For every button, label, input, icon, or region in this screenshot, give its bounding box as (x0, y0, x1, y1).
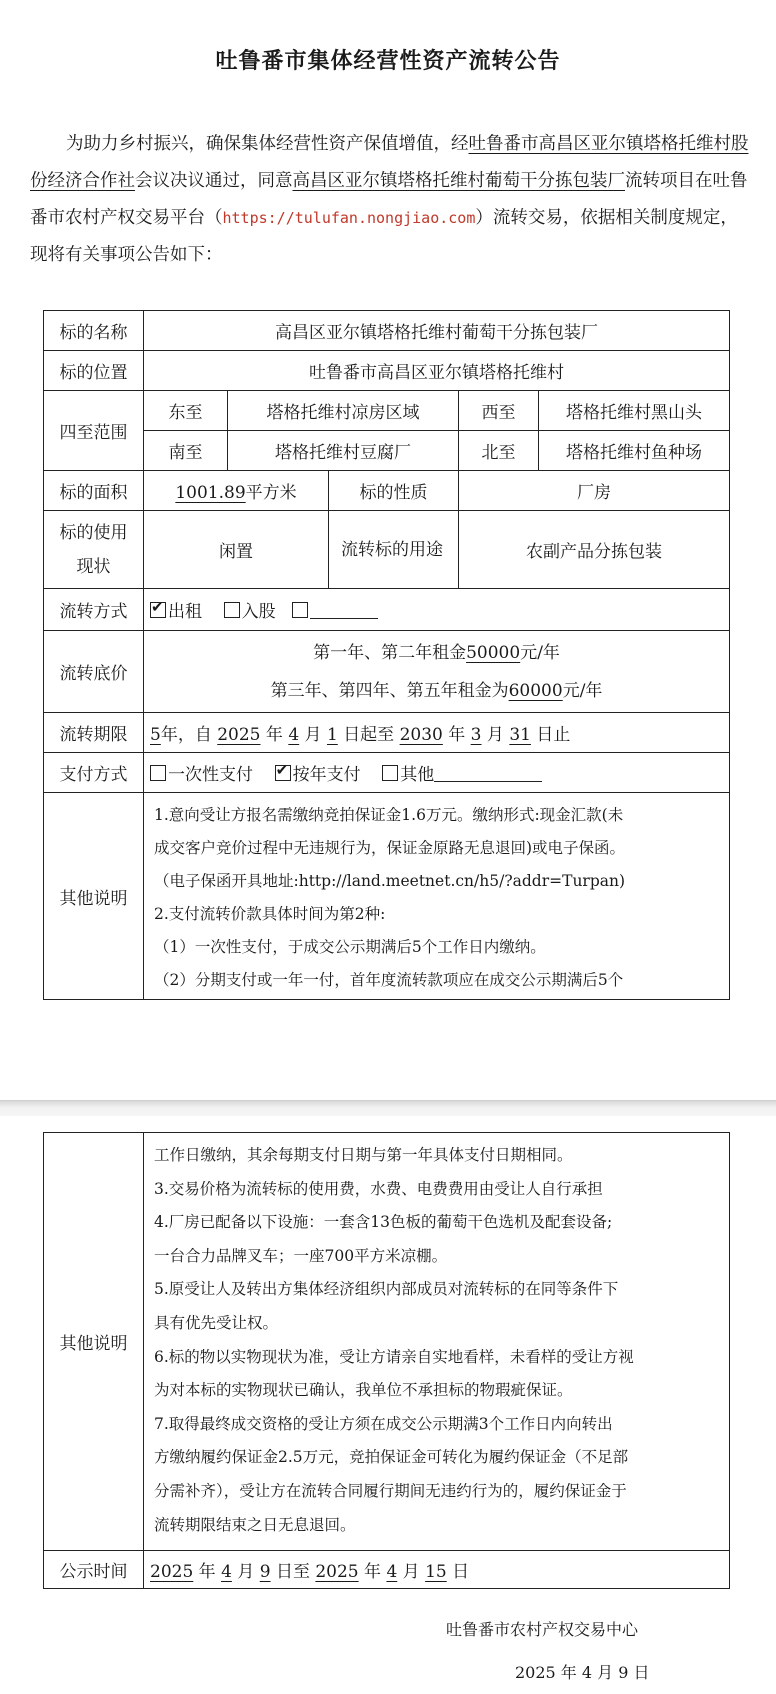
row-notes-2 (44, 1133, 730, 1551)
info-table-continued (43, 1132, 730, 1589)
notes-content-2 (144, 1133, 730, 1551)
row-reserve (44, 631, 730, 713)
method-share-label: 入股 (241, 602, 276, 622)
term-start-month: 4 (288, 725, 300, 745)
term-text-6: 月 (486, 725, 504, 745)
method-other-blank (310, 618, 378, 619)
intro-middle: 会议决议通过，同意 (135, 171, 293, 191)
payment-annual-checkbox[interactable] (275, 765, 291, 781)
reserve-value (144, 631, 730, 713)
area-unit: 平方米 (245, 483, 297, 503)
reserve-label: 流转底价 (44, 631, 144, 713)
row-name (44, 311, 730, 351)
row-boundary-1 (44, 391, 730, 431)
area-cell (144, 471, 329, 511)
west-value: 塔格托维村黑山头 (539, 391, 730, 431)
note-line: （1）一次性支付，于成交公示期满后5个工作日内缴纳。 (154, 938, 546, 956)
area-value: 1001.89 (175, 483, 246, 503)
name-label: 标的名称 (44, 311, 144, 351)
reserve-line2-unit: 元/年 (562, 680, 603, 701)
publicity-label: 公示时间 (44, 1551, 144, 1589)
pub-month-char-2: 月 (402, 1562, 420, 1582)
row-payment (44, 753, 730, 793)
footer-date: 2025 年 4 月 9 日 (515, 1663, 650, 1682)
use-value: 农副产品分拣包装 (459, 511, 730, 589)
pub-year-char-2: 年 (364, 1562, 382, 1582)
method-other-checkbox[interactable] (292, 602, 308, 618)
term-end-month: 3 (470, 725, 482, 745)
notes-label: 其他说明 (44, 793, 144, 1000)
note-line: 为对本标的实物现状已确认，我单位不承担标的物瑕疵保证。 (154, 1381, 573, 1400)
pub-to-char: 日至 (275, 1562, 310, 1582)
publicity-value (144, 1551, 730, 1589)
east-label: 东至 (144, 391, 228, 431)
intro-prefix: 为助力乡村振兴，确保集体经营性资产保值增值，经 (66, 134, 469, 154)
payment-options (144, 753, 730, 793)
pub-end-day: 15 (425, 1562, 447, 1582)
term-years: 5 (150, 725, 161, 745)
pub-start-month: 4 (221, 1562, 232, 1582)
reserve-line1-amount: 50000 (466, 642, 521, 663)
north-label: 北至 (459, 431, 539, 471)
name-value: 高昌区亚尔镇塔格托维村葡萄干分拣包装厂 (144, 311, 730, 351)
payment-lump-checkbox[interactable] (150, 765, 166, 781)
announcement-title: 吐鲁番市集体经营性资产流转公告 (215, 49, 561, 74)
term-end-day: 31 (509, 725, 531, 745)
nature-value: 厂房 (459, 471, 730, 511)
method-lease-checkbox[interactable] (150, 602, 166, 618)
method-share-checkbox[interactable] (224, 602, 240, 618)
row-notes-1 (44, 793, 730, 1000)
east-value: 塔格托维村凉房区域 (228, 391, 459, 431)
term-text-3: 月 (304, 725, 322, 745)
nature-label: 标的性质 (329, 471, 459, 511)
location-value: 吐鲁番市高昌区亚尔镇塔格托维村 (144, 351, 730, 391)
note-line: 具有优先受让权。 (154, 1313, 279, 1332)
row-method (44, 589, 730, 631)
note-line: 3.交易价格为流转标的使用费，水费、电费费用由受让人自行承担 (154, 1179, 603, 1198)
pub-year-char-1: 年 (198, 1562, 216, 1582)
term-start-year: 2025 (217, 725, 261, 745)
south-value: 塔格托维村豆腐厂 (228, 431, 459, 471)
term-end-year: 2030 (399, 725, 443, 745)
note-line: 6.标的物以实物现状为准，受让方请亲自实地看样，未看样的受让方视 (154, 1347, 634, 1366)
term-label: 流转期限 (44, 713, 144, 753)
page-break (0, 1100, 776, 1117)
info-table (43, 310, 730, 1000)
intro-paragraph (30, 126, 752, 274)
payment-other-checkbox[interactable] (382, 765, 398, 781)
south-label: 南至 (144, 431, 228, 471)
intro-middle2: 流转项目在吐鲁番市农村产权交易平台（ (30, 171, 748, 228)
payment-lump-label: 一次性支付 (168, 765, 253, 785)
boundary-label: 四至范围 (44, 391, 144, 471)
pub-start-day: 9 (259, 1562, 271, 1582)
note-line: 流转期限结束之日无息退回。 (154, 1515, 356, 1534)
intro-project: 高昌区亚尔镇塔格托维村葡萄干分拣包装厂 (292, 171, 625, 191)
term-text-2: 年 (265, 725, 283, 745)
payment-annual-label: 按年支付 (292, 765, 361, 785)
term-text-4: 日起至 (343, 725, 395, 745)
north-value: 塔格托维村鱼种场 (539, 431, 730, 471)
row-status (44, 511, 730, 589)
term-value (144, 713, 730, 753)
status-label: 标的使用现状 (44, 511, 144, 589)
location-label: 标的位置 (44, 351, 144, 391)
row-term (44, 713, 730, 753)
pub-end-month: 4 (386, 1562, 398, 1582)
notes-content-1 (144, 793, 730, 1000)
method-options (144, 589, 730, 631)
method-label: 流转方式 (44, 589, 144, 631)
area-label: 标的面积 (44, 471, 144, 511)
note-line: 一台合力品牌叉车；一座700平方米凉棚。 (154, 1246, 448, 1265)
term-start-day: 1 (326, 725, 338, 745)
pub-month-char-1: 月 (237, 1562, 255, 1582)
west-label: 西至 (459, 391, 539, 431)
pub-start-year: 2025 (150, 1562, 194, 1582)
footer-organization: 吐鲁番市农村产权交易中心 (446, 1620, 639, 1639)
term-text-7: 日止 (536, 725, 571, 745)
row-publicity (44, 1551, 730, 1589)
note-line: 分需补齐），受让方在流转合同履行期间无违约行为的，履约保证金于 (154, 1481, 627, 1500)
reserve-line2-text: 第三年、第四年、第五年租金为 (270, 680, 509, 701)
platform-url-link[interactable]: https://tulufan.nongjiao.com (222, 209, 476, 227)
note-line: （2）分期支付或一年一付，首年度流转款项应在成交公示期满后5个 (154, 971, 624, 989)
note-line: 成交客户竞价过程中无违规行为，保证金原路无息退回)或电子保函。 (154, 839, 626, 857)
notes-label-2: 其他说明 (44, 1133, 144, 1551)
row-boundary-2 (44, 431, 730, 471)
reserve-line2-amount: 60000 (508, 680, 563, 701)
pub-end-year: 2025 (315, 1562, 359, 1582)
note-line: 工作日缴纳，其余每期支付日期与第一年具体支付日期相同。 (154, 1146, 573, 1164)
payment-other-label: 其他 (400, 765, 435, 785)
reserve-line1-unit: 元/年 (520, 642, 560, 663)
intro-org: 吐鲁番市高昌区亚尔镇塔格托维村股份经济合作社 (30, 134, 749, 191)
note-line: 5.原受让人及转出方集体经济组织内部成员对流转标的在同等条件下 (154, 1280, 619, 1299)
payment-other-blank (434, 781, 542, 782)
pub-end-char: 日 (452, 1562, 470, 1582)
note-line: 4.厂房已配备以下设施：一套含13色板的葡萄干色选机及配套设备; (154, 1213, 613, 1232)
row-location (44, 351, 730, 391)
note-line: 1.意向受让方报名需缴纳竞拍保证金1.6万元。缴纳形式:现金汇款(未 (154, 806, 624, 824)
use-label: 流转标的用途 (329, 511, 459, 589)
term-text-5: 年 (448, 725, 466, 745)
row-area (44, 471, 730, 511)
note-line: （电子保函开具地址:http://land.meetnet.cn/h5/?addr=Turpan) (154, 872, 626, 890)
note-line: 2.支付流转价款具体时间为第2种: (154, 905, 386, 923)
page-2 (0, 1116, 776, 1694)
note-line: 7.取得最终成交资格的受让方须在成交公示期满3个工作日内向转出 (154, 1414, 613, 1433)
term-text-1: 年，自 (160, 725, 212, 745)
note-line: 方缴纳履约保证金2.5万元，竞拍保证金可转化为履约保证金（不足部 (154, 1448, 629, 1467)
payment-label: 支付方式 (44, 753, 144, 793)
status-value: 闲置 (144, 511, 329, 589)
method-lease-label: 出租 (168, 602, 202, 622)
intro-suffix: ）流转交易，依据相关制度规定，现将有关事项公告如下： (30, 208, 738, 265)
reserve-line1-text: 第一年、第二年租金 (313, 642, 467, 663)
